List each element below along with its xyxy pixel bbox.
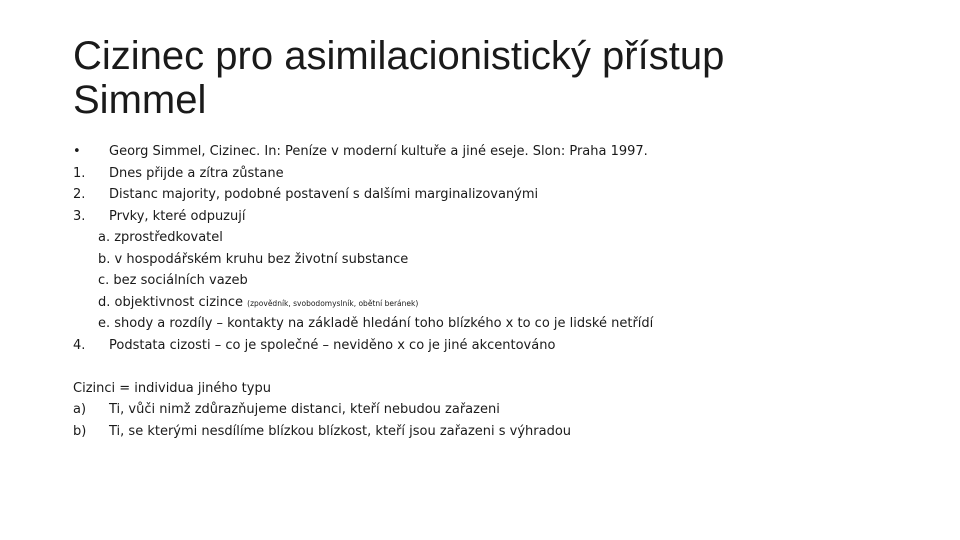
sublist-item-note: (zpovědník, svobodomyslník, obětní beránek) (247, 298, 419, 308)
sublist-item (73, 249, 409, 271)
list-item (73, 335, 556, 357)
slide-body (73, 141, 654, 442)
list-item-text: Prvky, které odpuzují (109, 208, 246, 224)
list-item-text: Distanc majority, podobné postavení s dalšími marginalizovanými (109, 187, 539, 202)
sublist-item-text: a. zprostředkovatel (98, 230, 223, 245)
list-item (73, 141, 648, 163)
number-marker: 4. (73, 337, 86, 353)
cizinci-heading-text: Cizinci = individua jiného typu (73, 380, 271, 396)
number-marker: 2. (73, 187, 86, 202)
bullet-marker: • (73, 144, 81, 159)
sublist-item (73, 270, 271, 292)
title-line-1: Cizinec pro asimilacionistický přístup (73, 34, 725, 78)
slide-title (73, 34, 724, 122)
sublist-item-text: b. v hospodářském kruhu bez životní substance (98, 251, 409, 267)
sublist-item-text: c. bez sociálních vazeb (98, 273, 248, 288)
cizinci-item (73, 421, 572, 443)
sublist-item-d (98, 292, 418, 315)
cizinci-item-text: Ti, vůči nimž zdůrazňujeme distanci, kteří nebudou zařazeni (109, 402, 500, 417)
list-item-text: Dnes přijde a zítra zůstane (109, 165, 284, 181)
list-item (73, 206, 271, 228)
list-item (73, 184, 539, 206)
number-marker: 1. (73, 165, 86, 181)
sublist-item (73, 227, 271, 249)
letter-marker: b) (73, 423, 87, 439)
title-line-2: Simmel (73, 78, 207, 122)
cizinci-item (73, 399, 500, 421)
cizinci-heading (73, 378, 271, 400)
letter-marker: a) (73, 402, 87, 417)
list-item (73, 163, 284, 185)
sublist-item-text: d. objektivnost cizince (98, 294, 248, 310)
sublist-item (73, 313, 654, 335)
sublist-item (73, 292, 419, 314)
number-marker: 3. (73, 208, 86, 224)
list-item-text: Georg Simmel, Cizinec. In: Peníze v moderní kultuře a jiné eseje. Slon: Praha 1997. (109, 144, 648, 159)
list-item-text: Podstata cizosti – co je společné – neviděno x co je jiné akcentováno (109, 337, 556, 353)
cizinci-item-text: Ti, se kterými nesdílíme blízkou blízkost, kteří jsou zařazeni s výhradou (109, 423, 572, 439)
sublist-item-text: e. shody a rozdíly – kontakty na základě hledání toho blízkého x to co je lidské netřídí (98, 316, 654, 331)
spacer (73, 356, 271, 378)
